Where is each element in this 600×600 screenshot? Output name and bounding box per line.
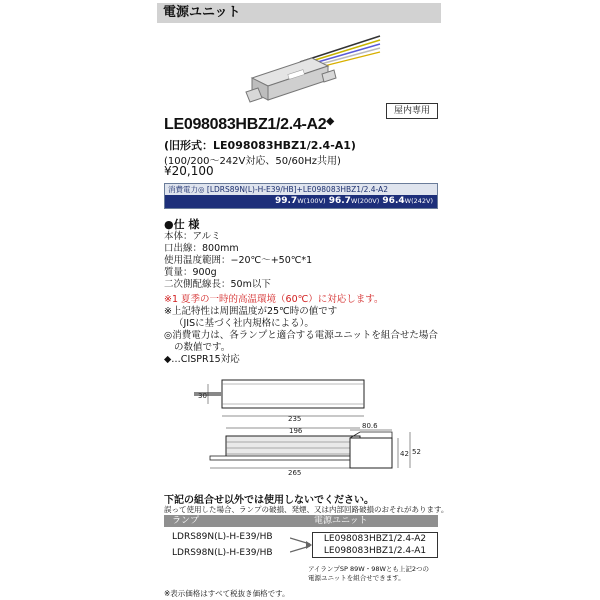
unit-model: LE098083HBZ1/2.4-A1 xyxy=(323,546,427,556)
unit-model: LE098083HBZ1/2.4-A2 xyxy=(323,534,427,544)
top-length-dim-label: 235 xyxy=(288,415,302,423)
power-unit-illustration xyxy=(240,20,440,110)
power-unit: W(100V) xyxy=(297,197,326,205)
note-line: ◎消費電力は、各ランプと適合する電源ユニットを組合せた場合 xyxy=(164,330,438,341)
indoor-only-badge: 屋内専用 xyxy=(386,103,438,119)
width-dim-label: 80.6 xyxy=(362,422,378,430)
base-length-dim-label: 265 xyxy=(288,469,302,477)
note-line: ※上記特性は周囲温度が25℃時の値です xyxy=(164,306,338,317)
model-number xyxy=(164,116,334,134)
power-value: 96.7 xyxy=(328,196,351,206)
side-a-dim-label: 42 xyxy=(400,450,409,458)
spec-item: 本体：アルミ xyxy=(164,231,221,242)
note-line: （JISに基づく社内規格による）。 xyxy=(174,318,314,329)
cispr-mark: ◆ xyxy=(326,116,334,127)
spec-list xyxy=(164,231,312,291)
power-unit: W(242V) xyxy=(404,197,433,205)
unit-column-header: 電源ユニット xyxy=(314,516,368,526)
old-model-number: (旧形式：LE098083HBZ1/2.4-A1) xyxy=(164,139,356,152)
power-value: 96.4 xyxy=(382,196,405,206)
spec-title: ●仕 様 xyxy=(164,218,200,231)
power-consumption-label: 消費電力◎ [LDRS89N(L)-H-E39/HB]+LE098083HBZ1/2.4-A2 xyxy=(165,184,437,195)
spec-item: 二次側配線長：50m以下 xyxy=(164,279,271,290)
combination-note-line: 電源ユニットを組合せできます。 xyxy=(308,574,405,582)
power-unit: W(200V) xyxy=(350,197,380,205)
combination-note xyxy=(308,565,429,583)
price: ¥20,100 xyxy=(164,164,214,178)
height-dim-label: 30 xyxy=(198,392,207,400)
combination-warning-detail: 誤って使用した場合、ランプの破損、発煙、又は内部回路破損のおそれがあります。 xyxy=(164,505,449,514)
notes-list xyxy=(164,294,438,366)
power-value: 99.7 xyxy=(274,196,298,206)
lamp-column-header: ランプ xyxy=(172,516,200,526)
combination-arrows xyxy=(290,532,314,558)
spec-item: 口出線：800mm xyxy=(164,243,239,254)
lamp-model: LDRS89N(L)-H-E39/HB xyxy=(172,532,273,542)
lamp-model: LDRS98N(L)-H-E39/HB xyxy=(172,548,273,558)
note-line: ※1 夏季の一時的高温環境（60℃）に対応します。 xyxy=(164,294,384,305)
combination-warning: 下記の組合せ以外では使用しないでください。 xyxy=(164,495,374,506)
price-footnote: ※表示価格はすべて税抜き価格です。 xyxy=(164,589,290,598)
dimension-drawing xyxy=(164,370,438,485)
spec-item: 質量：900g xyxy=(164,267,217,278)
power-consumption-values xyxy=(165,195,437,208)
voltage-spec: (100/200〜242V対応、50/60Hz共用) xyxy=(164,156,341,167)
inner-length-dim-label: 196 xyxy=(289,427,303,435)
combination-table-header xyxy=(164,515,438,527)
model-number-text: LE098083HBZ1/2.4-A2 xyxy=(164,116,327,133)
compatible-units-box xyxy=(312,532,438,558)
section-title: 電源ユニット xyxy=(163,5,241,20)
note-line: ◆…CISPR15対応 xyxy=(164,354,240,365)
side-b-dim-label: 52 xyxy=(412,448,421,456)
power-consumption-box xyxy=(164,183,438,209)
note-line: の数値です。 xyxy=(174,342,231,353)
combination-note-line: アイランプSP 89W・98Wとも上記2つの xyxy=(308,565,430,573)
spec-item: 使用温度範囲：−20℃〜+50℃*1 xyxy=(164,255,313,266)
